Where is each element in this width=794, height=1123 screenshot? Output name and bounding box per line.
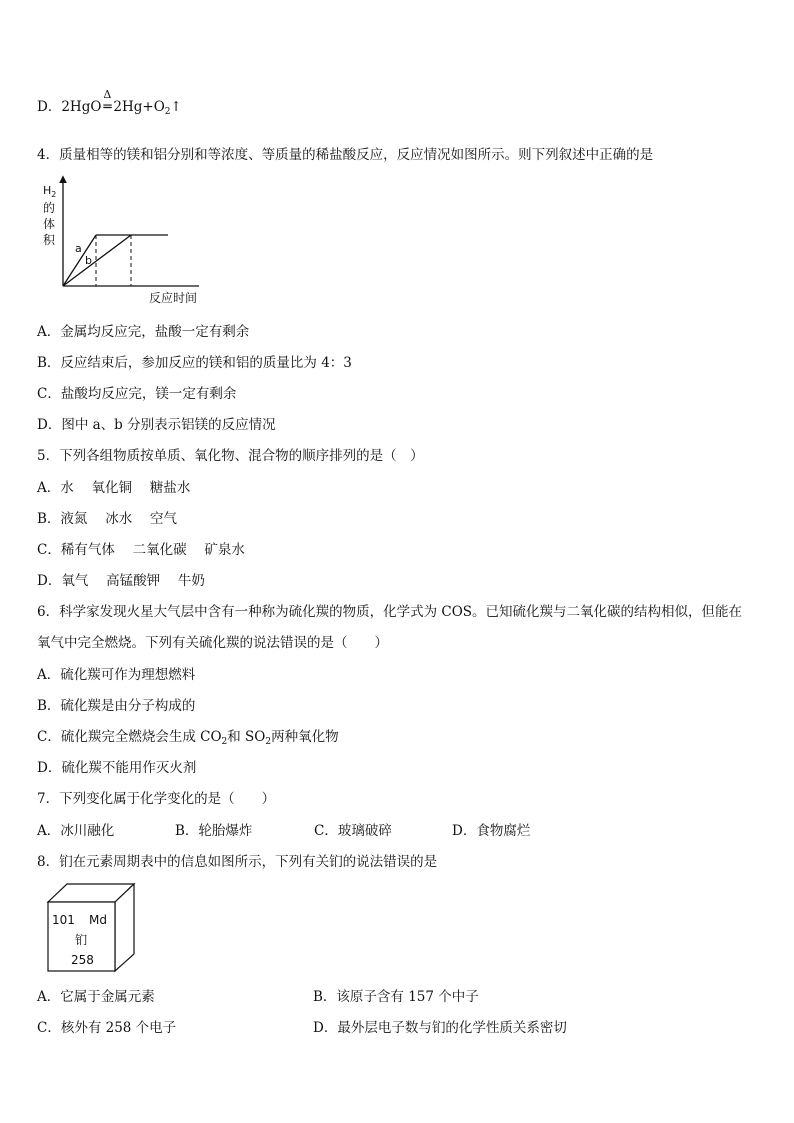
subscript: 2	[164, 107, 171, 117]
option-c-post: 两种氧化物	[271, 729, 339, 745]
q5-option-b: B．液氮 冰水 空气	[37, 511, 178, 527]
q8-option-b: B．该原子含有 157 个中子	[313, 989, 479, 1005]
q5-option-d: D．氧气 高锰酸钾 牛奶	[37, 573, 205, 589]
q5-stem: 5．下列各组物质按单质、氧化物、混合物的顺序排列的是（ ）	[37, 448, 424, 464]
q4-option-a: A．金属均反应完，盐酸一定有剩余	[37, 324, 250, 340]
q3-option-d	[37, 88, 182, 117]
q7-option-c: C．玻璃破碎	[314, 823, 392, 839]
q4-graph	[37, 172, 207, 307]
q6-stem-line2: 氧气中完全燃烧。下列有关硫化羰的说法错误的是（ ）	[37, 635, 388, 651]
x-label: 反应时间	[149, 291, 198, 305]
q6-option-d: D．硫化羰不能用作灭火剂	[37, 760, 197, 776]
y-label-char-2: 体	[43, 217, 56, 231]
q4-option-d: D．图中 a、b 分别表示铝镁的反应情况	[37, 417, 276, 433]
q4-stem: 4．质量相等的镁和铝分别和等浓度、等质量的稀盐酸反应，反应情况如图所示。则下列叙述中正确的是	[37, 147, 654, 163]
q5-option-a: A．水 氧化铜 糖盐水	[37, 480, 191, 496]
option-c-pre: C．硫化羰完全燃烧会生成 CO	[37, 729, 222, 745]
q7-option-a: A．冰川融化	[37, 823, 115, 839]
q4-option-c: C．盐酸均反应完，镁一定有剩余	[37, 386, 237, 402]
heat-symbol: Δ	[103, 88, 112, 101]
q6-option-a: A．硫化羰可作为理想燃料	[37, 667, 196, 683]
q7-stem: 7．下列变化属于化学变化的是（ ）	[37, 791, 276, 807]
products: 2Hg+O	[113, 99, 165, 115]
q6-stem-line1: 6．科学家发现火星大气层中含有一种称为硫化羰的物质，化学式为 COS。已知硫化羰与二氧化碳的结构相似，但能在	[37, 604, 743, 620]
q7-option-b: B．轮胎爆炸	[175, 823, 253, 839]
q4-option-b: B．反应结束后，参加反应的镁和铝的质量比为 4：3	[37, 355, 352, 371]
element-name: 钔	[75, 933, 88, 947]
q8-option-c: C．核外有 258 个电子	[37, 1020, 177, 1036]
element-tile	[43, 880, 143, 980]
q7-option-d: D．食物腐烂	[452, 823, 531, 839]
reactant: 2HgO	[61, 99, 102, 115]
q6-option-c	[37, 728, 339, 746]
option-c-mid: 和 SO	[227, 729, 266, 745]
y-label-char-1: 的	[43, 201, 56, 215]
q5-option-c: C．稀有气体 二氧化碳 矿泉水	[37, 542, 245, 558]
element-symbol: Md	[89, 913, 107, 927]
y-label-h: $H_2$	[43, 184, 57, 199]
q8-option-a: A．它属于金属元素	[37, 989, 155, 1005]
atomic-mass: 258	[71, 953, 94, 967]
gas-arrow: ↑	[170, 99, 182, 115]
q6-option-b: B．硫化羰是由分子构成的	[37, 698, 196, 714]
subscript: 2	[221, 737, 228, 747]
option-label: D．	[37, 99, 62, 115]
y-label-char-3: 积	[43, 233, 56, 247]
q8-stem: 8．钔在元素周期表中的信息如图所示，下列有关钔的说法错误的是	[37, 854, 438, 870]
reaction-condition: Δ ═	[103, 88, 112, 115]
atomic-number: 101	[52, 913, 75, 927]
label-b: b	[85, 254, 92, 267]
q8-option-d: D．最外层电子数与钔的化学性质关系密切	[313, 1020, 567, 1036]
curve-b	[63, 235, 131, 286]
subscript: 2	[265, 737, 272, 747]
label-a: a	[75, 242, 82, 255]
